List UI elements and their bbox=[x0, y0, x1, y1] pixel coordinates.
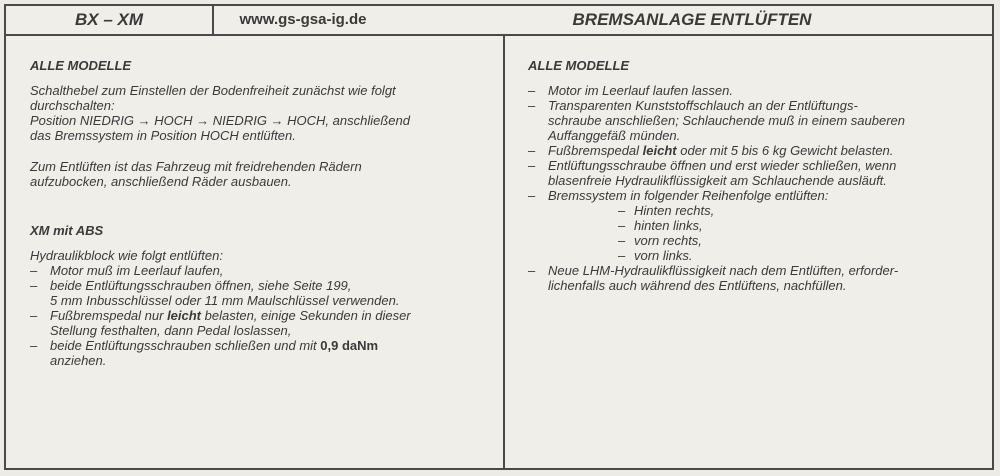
document-sheet bbox=[4, 4, 994, 470]
text-line: Zum Entlüften ist das Fahrzeug mit freidrehenden Rädern bbox=[30, 159, 362, 174]
text-line: das Bremssystem in Position HOCH entlüften. bbox=[30, 128, 296, 143]
intro-paragraph bbox=[30, 83, 494, 143]
list-item: – Motor im Leerlauf laufen lassen. bbox=[528, 83, 984, 98]
list-item: – Transparenten Kunststoffschlauch an der Entlüftungs- schraube anschließen; Schlauchende muß in einem sauberen Auffanggefäß münden. bbox=[528, 98, 984, 143]
right-column bbox=[528, 36, 984, 293]
left-heading-all-models: ALLE MODELLE bbox=[30, 58, 132, 73]
text-line: Position NIEDRIG → HOCH → NIEDRIG → HOCH, anschließend bbox=[30, 113, 410, 128]
left-heading-abs: XM mit ABS bbox=[30, 223, 104, 238]
order-item: – Hinten rechts, bbox=[618, 203, 984, 218]
abs-steps-list bbox=[30, 263, 494, 368]
list-item: – Fußbremspedal nur leicht belasten, einige Sekunden in dieser Stellung festhalten, dann Pedal loslassen, bbox=[30, 308, 494, 338]
list-item: – beide Entlüftungsschrauben schließen und mit 0,9 daNm anziehen. bbox=[30, 338, 494, 368]
column-divider bbox=[503, 36, 505, 468]
list-item: – Entlüftungsschraube öffnen und erst wieder schließen, wenn blasenfreie Hydraulikflüssigkeit am Schlauchende ausläuft. bbox=[528, 158, 984, 188]
procedure-steps-list bbox=[528, 83, 984, 293]
list-item: – Motor muß im Leerlauf laufen, bbox=[30, 263, 494, 278]
text-line: Schalthebel zum Einstellen der Bodenfreiheit zunächst wie folgt bbox=[30, 83, 396, 98]
text-line: durchschalten: bbox=[30, 98, 115, 113]
list-item: – beide Entlüftungsschrauben öffnen, siehe Seite 199, 5 mm Inbusschlüssel oder 11 mm Maulschlüssel verwenden. bbox=[30, 278, 494, 308]
right-heading-all-models: ALLE MODELLE bbox=[528, 58, 630, 73]
list-item: – Fußbremspedal leicht oder mit 5 bis 6 kg Gewicht belasten. bbox=[528, 143, 984, 158]
order-item: – vorn rechts, bbox=[618, 233, 984, 248]
model-label: BX – XM bbox=[6, 6, 214, 34]
list-item: – Neue LHM-Hydraulikflüssigkeit nach dem Entlüften, erforder- lichenfalls auch während des Entlüftens, nachfüllen. bbox=[528, 263, 984, 293]
list-item: – Bremssystem in folgender Reihenfolge entlüften: – Hinten rechts, – hinten links, – vorn rechts, – vorn links. bbox=[528, 188, 984, 263]
bleeding-order-list bbox=[548, 203, 984, 263]
text-line: aufzubocken, anschließend Räder ausbauen. bbox=[30, 174, 292, 189]
left-column bbox=[30, 36, 494, 368]
header-bar bbox=[6, 6, 992, 36]
page-title: BREMSANLAGE ENTLÜFTEN bbox=[572, 10, 812, 29]
order-item: – vorn links. bbox=[618, 248, 984, 263]
order-item: – hinten links, bbox=[618, 218, 984, 233]
website-url: www.gs-gsa-ig.de bbox=[239, 11, 367, 28]
abs-intro: Hydraulikblock wie folgt entlüften: bbox=[30, 248, 223, 263]
note-paragraph bbox=[30, 159, 494, 189]
